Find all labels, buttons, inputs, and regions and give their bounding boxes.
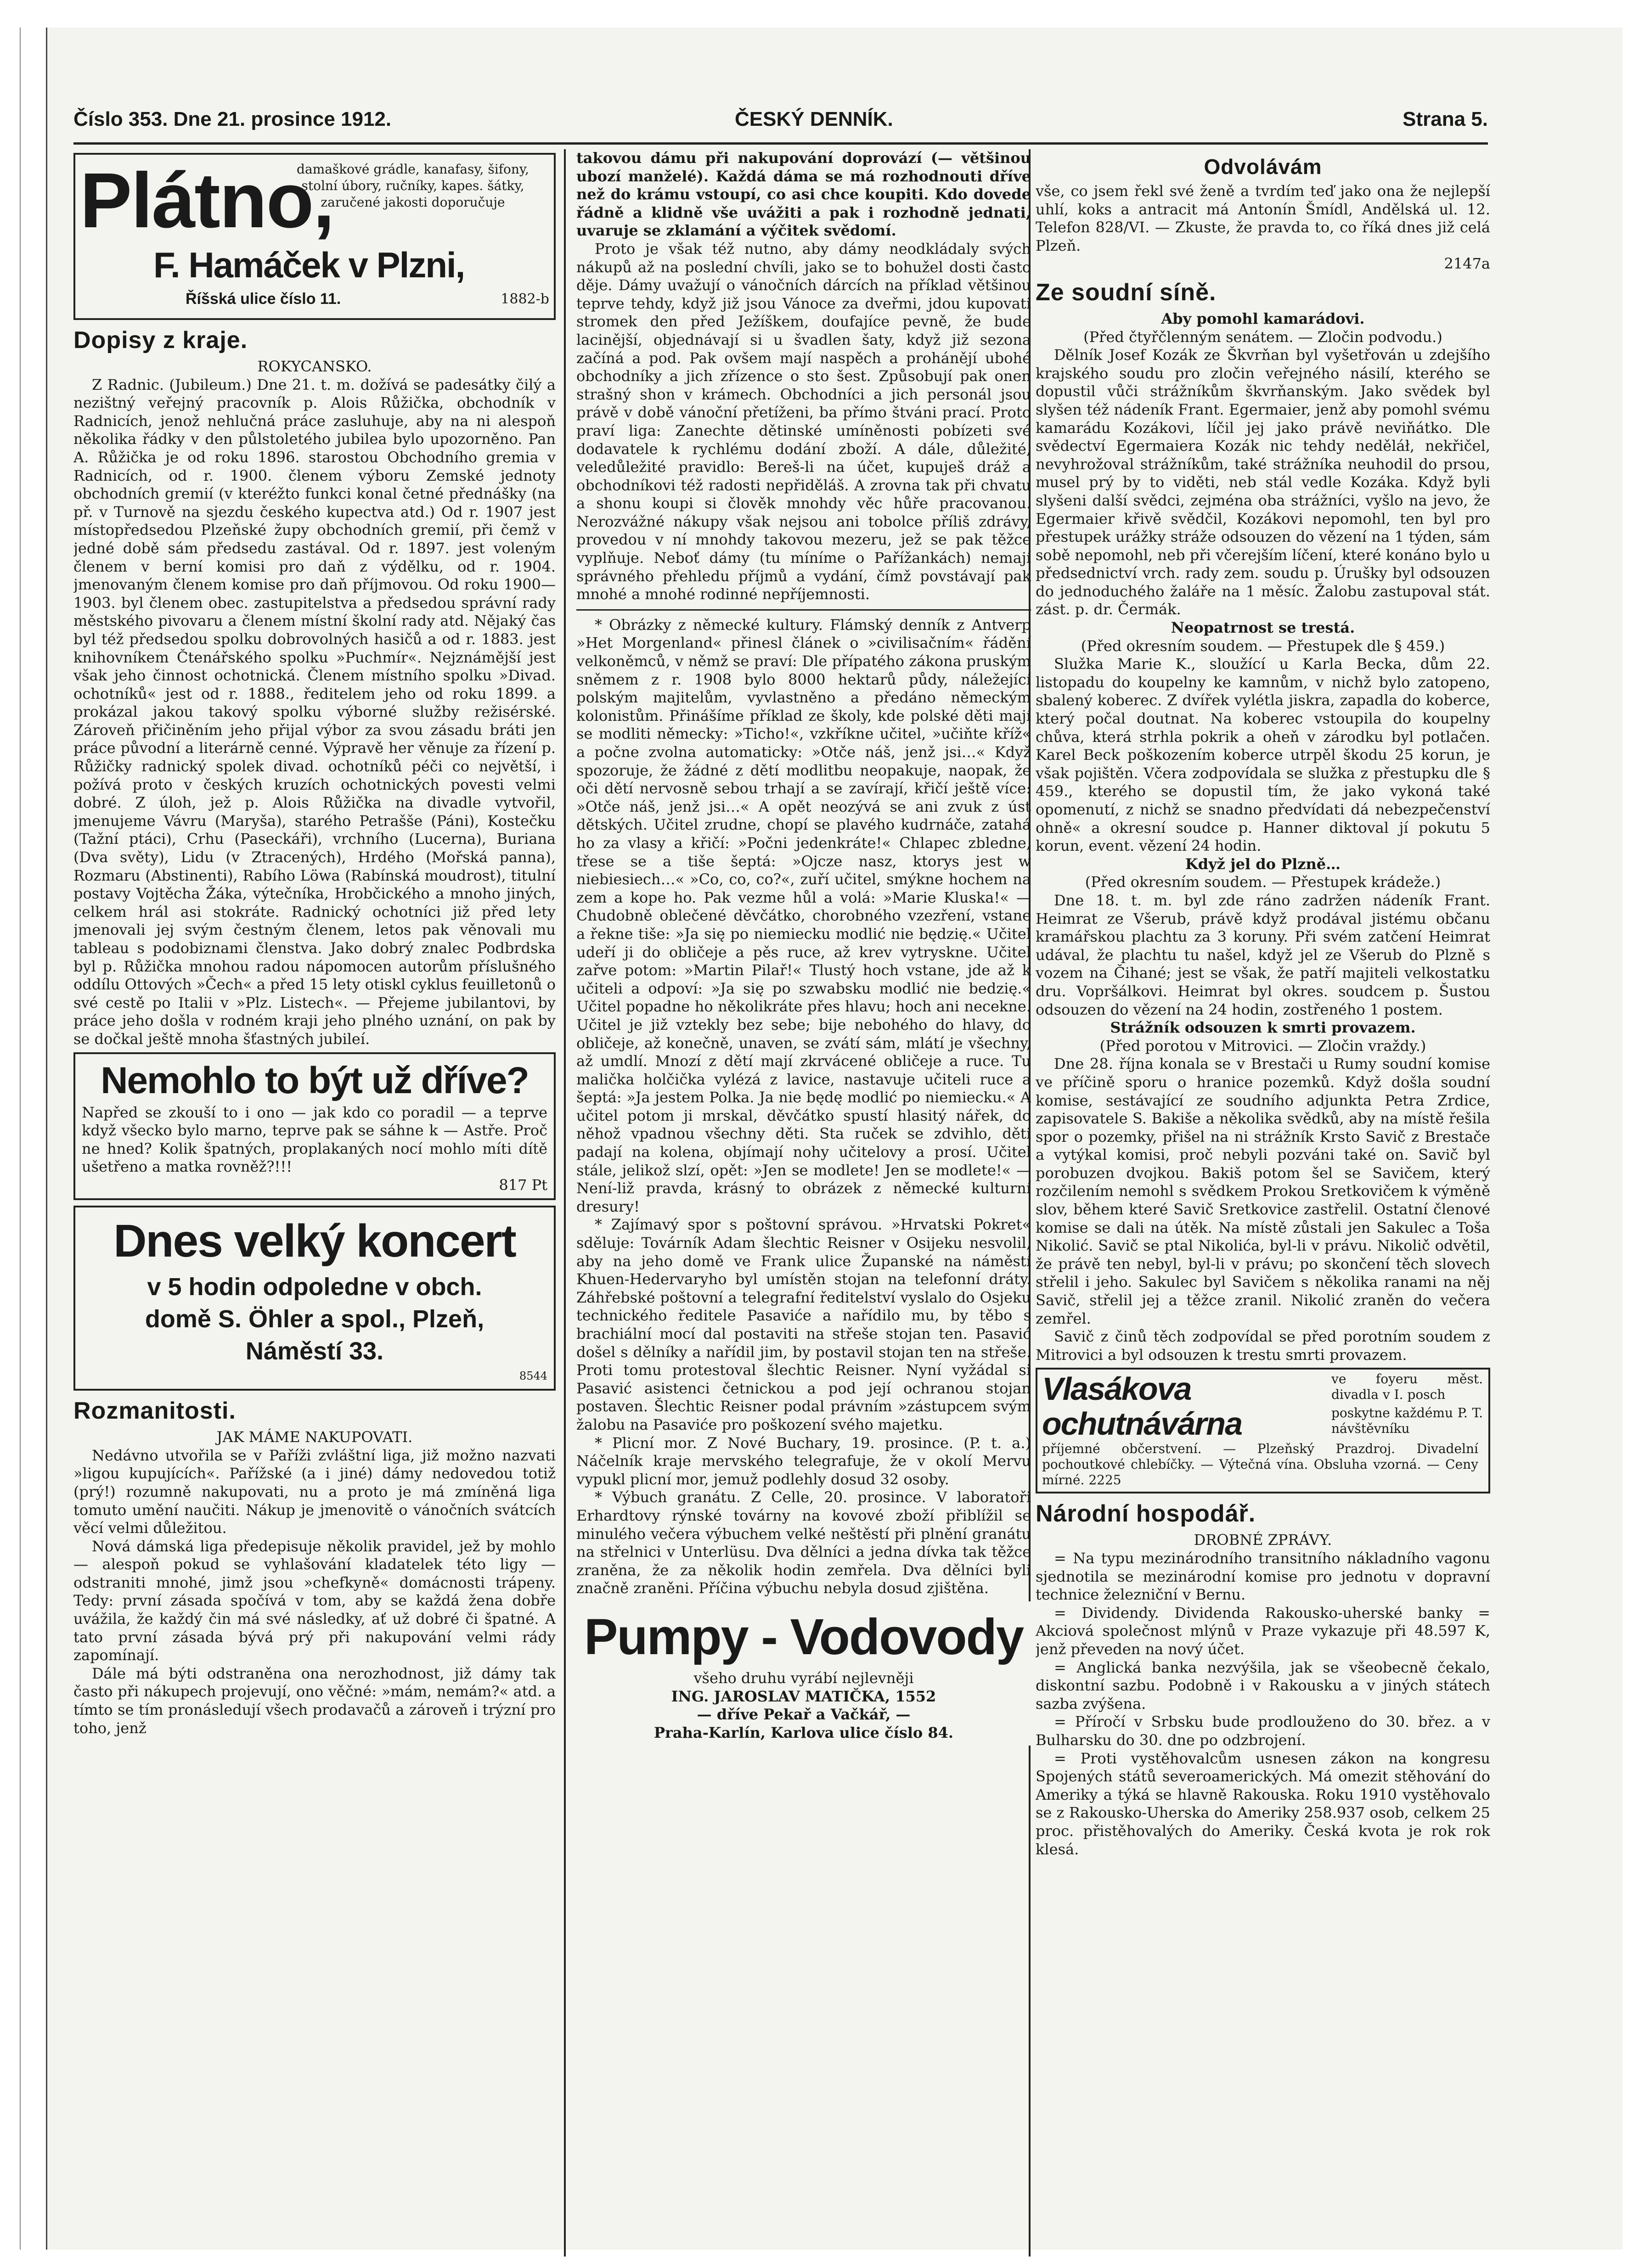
ad-koncert-line1: v 5 hodin odpoledne v obch. — [147, 1273, 482, 1301]
column-1 — [73, 149, 556, 2257]
ad-nemohlo — [73, 1052, 556, 1200]
section-soudni-sin: Ze soudní síně. — [1036, 279, 1217, 306]
article-vybuch: * Výbuch granátu. Z Celle, 20. prosince. V laboratoři Erhardtovy rýnské továrny na kovové zboží přiblížil se minulého večera výbuchem velké neštěstí při plnění granátu na střelnici v Unterlüsu. Dva dělníci a jedna dívka tak těžce zraněna, že za několik hodin zemřela. Dva dělníci byli značně zraněni. Příčina výbuchu nebyla dosud zjištěna. — [576, 1488, 1031, 1597]
masthead: ČESKÝ DENNÍK. — [735, 108, 893, 130]
subhead-rokycansko: ROKYCANSKO. — [257, 358, 372, 375]
ad-koncert-title: Dnes velký koncert — [113, 1215, 516, 1267]
article-nakupovati-5: Proto je však též nutno, aby dámy neodkládaly svých nákupů až na poslední chvíli, jako se to bohužel dosti často děje. Dámy uvažují o vánočních dárcích na příklad většinou teprve tehdy, když již jsou Vánoce za dveřmi, jdou kupovati stromek den před Ježíškem, doufajíce pevně, že bude lacinější, objednávají si u švadlen šaty, když již sezona začíná a pod. Pak ovšem mají naspěch a prohánějí ubohé obchodníky a jich zřízence o sto šest. Způsobují pak onen strašný shon v krámech. Obchodníci a jich personál jsou právě v době vánoční přetíženi, ba přímo štváni prací. Proto praví liga: Zanechte dětinské umíněnosti pobízeti své dodavatele k rychlému dodání zboží. A dále, důležité, veledůležité pravidlo: Bereš-li na účet, kupuješ dráž a obchodníkovi též radosti nepřiděláš. A zrovna tak při chvatu a shonu koupi si člověk mnohdy věc hůře pracovanou. Nerozvážné nákupy však nejsou ani tobolce příliš zdrávy, provedou v ní mnohdy takovou mezeru, jež se pak těžce vyplňuje. Neboť dámy (tu míníme o Pařížankách) nemají správného přehledu příjmů a vydání, čímž povstávají pak mnohé a mnohé rodinné nepříjemnosti. — [576, 240, 1031, 603]
ad-pumpy-num: 1552 — [895, 1687, 936, 1705]
ad-nemohlo-num: 817 Pt — [499, 1176, 547, 1194]
ad-platno-name: F. Hamáček v Plzni, — [153, 245, 465, 285]
odvolavam-text: vše, co jsem řekl své ženě a tvrdím teď jako ona že nejlepší uhlí, koks a antracit má Antonín Šmídl, Andělská ul. 12. Telefon 828/VI. — Zkuste, že pravda to, co říká dnes již celá Plzeň. — [1036, 182, 1490, 254]
ad-vlasakova-side1: ve foyeru měst. divadla v I. posch — [1331, 1371, 1483, 1403]
s2-title: Neopatrnost se trestá. — [1171, 619, 1355, 637]
ad-pumpy-title: Pumpy - Vodovody — [584, 1608, 1023, 1665]
ad-platno — [73, 153, 556, 320]
issue-date: Číslo 353. Dne 21. prosince 1912. — [73, 108, 392, 130]
odvolavam-num: 2147a — [1444, 255, 1490, 273]
section-rozmanitosti: Rozmanitosti. — [73, 1398, 236, 1425]
page-header — [69, 90, 1488, 140]
ad-pumpy-line4: Praha-Karlín, Karlova ulice číslo 84. — [653, 1723, 954, 1741]
ad-vlasakova — [1036, 1368, 1490, 1493]
ad-koncert-line2: domě S. Öhler a spol., Plzeň, — [145, 1305, 484, 1333]
ad-vlasakova-side2: poskytne každému P. T. návštěvníku — [1331, 1405, 1483, 1437]
ad-platno-big: Plátno, — [80, 157, 334, 244]
s3-text: Dne 18. t. m. byl zde ráno zadržen nádeník Frant. Heimrat ze Všerub, právě když prodával jistému občanu kramářskou plachtu za 3 koruny. Při svém zatčení Heimrat udával, že plachtu tu našel, když jel ze Všerub do Plzně s vozem na Čihané; jest se však, že patří majiteli velkostatku dru. Vopršálkovi. Heimrat byl okres. soudcem p. Šustou odsouzen do vězení na 24 hodin, zostřeného 1 postem. — [1036, 891, 1490, 1018]
ad-pumpy-line2: ING. JAROSLAV MATIČKA, 1552 — [671, 1687, 936, 1705]
ad-platno-text: damaškové grádle, kanafasy, šifony, stolní úbory, ručníky, kapes. šátky, zaručené jakosti doporučuje — [297, 162, 529, 210]
s3-sub: (Před okresním soudem. — Přestupek krádeže.) — [1085, 873, 1441, 891]
article-radnice: Z Radnic. (Jubileum.) Dne 21. t. m. dožívá se padesátky čilý a nezištný veřejný pracovník p. Alois Růžička, obchodník v Radnicích, jenož nehlučná práce zasluhuje, aby na ni alespoň několika řádky v den půlstoletého jubilea bylo upozorněno. Pan A. Růžička je od roku 1896. starostou Obchodního gremia v Radnicích, od r. 1900. členem výboru Zemské jednoty obchodních gremií (v kteréžto funkci konal četné přednášky (na př. v Turnově na sjezdu českého kupectva atd.) Od r. 1907 jest místopředsedou Plzeňské župy obchodních gremií, při čemž v jedné době sám předsedu zastával. Od r. 1897. jest voleným členem v berní komisi pro daň z výdělku, od r. 1904. jmenovaným členem komise pro daň příjmovou. Od roku 1900—1903. byl členem obec. zastupitelstva a předsedou správní rady městského pivovaru a členem místní školní rady atd. Nějaký čas byl též předsedou spolku dobrovolných hasičů a od r. 1883. jest knihovníkem Čtenářského spolku »Puchmír«. Nejznámější jest však jeho činnost ochotnická. Členem místního spolku »Divad. ochotníků« jest od r. 1888., ředitelem jeho od roku 1899. a prokázal jakou takový spolku výborné služby režisérské. Zároveň přičiněním jeho přijal výbor za svou zásadu bráti jen práce původní a literárně cenné. Výpravě her věnuje za řízení p. Růžičky radnický spolek divad. ochotníků péči co největší, i požívá proto v českých kruzích ochotnických povesti velmi dobré. Z úloh, jež p. Alois Růžička na divadle vytvořil, jmenujeme Vávru (Maryša), starého Petrašše (Páni), Kostečku (Tažní ptáci), Crhu (Paseckáři), vrchního (Lucerna), Buriana (Dva světy), Lidu (v Ztracených), Hrdého (Mořská panna), Rozmaru (Abstinenti), Rabího Löwa (Rabínská moudrost), titulní postavy Vojtěcha Žáka, výtečníka, Hrobčického a mnoho jiných, celkem hrál asi stokráte. Radnický ochotníci již před lety jmenovali jej svým čestným členem, letos pak věnovali mu tableau s podobiznami členstva. Jako dobrý znalec Podbrdska byl p. Růžička mnohou radou nápomocen autorům příslušného oddílu Ottových »Čech« a před 15 lety otiskl cyklus feuilletonů o své cestě po Italii v »Plz. Listech«. — Přejeme jubilantovi, by práce jeho došla v rodném kraji jeho plného uznání, on pak by se dočkal ještě mnoha šťastných jubileí. — [73, 376, 556, 1048]
ad-pumpy-line1: všeho druhu vyrábí nejlevněji — [693, 1669, 914, 1687]
page-number: Strana 5. — [1403, 108, 1488, 130]
news-2: = Dividendy. Dividenda Rakousko-uherské banky = Akciová společnost mlýnů v Praze vykazuje při 48.597 K, jenž převeden na nový účet. — [1036, 1604, 1490, 1658]
news-1: = Na typu mezinárodního transitního nákladního vagonu sjednotila se mezinárodní komise pro jednotu v dopravní technice železniční v Bernu. — [1036, 1549, 1490, 1604]
column-3 — [1036, 149, 1490, 2257]
ad-vlasakova-num: 2225 — [1088, 1472, 1121, 1488]
ad-platno-num: 1882-b — [501, 291, 549, 307]
ad-vlasakova-title1: Vlasákova — [1042, 1371, 1191, 1407]
s1-sub: (Před čtyřčlenným senátem. — Zločin podvodu.) — [1083, 328, 1442, 346]
s4-tail: Savič z činů těch zodpovídal se před porotním soudem z Mitrovici a byl odsouzen k trestu smrti provazem. — [1036, 1328, 1490, 1364]
s3-title: Když jel do Plzně… — [1185, 855, 1341, 873]
s4-text: Dne 28. října konala se v Brestači u Rumy soudní komise ve příčině sporu o hranice pozemků. Když došla soudní komise, sestávající ze soudního adjunkta Petra Zrdice, zapisovatele S. Bakiše a několika svědků, aby na místě řešila spor o pozemky, přišel na ni strážník Krsto Savič z Brestače a vytýkal komisi, proč nebyli pozváni také on. Savič byl porobuzen dvojkou. Bakiš potom šel se Savičem, který rozčilením nemohl s svědkem Prokou Sretkovičem k výměně slov, během které Savič Sretkovice zastřelil. Ostatní členové komise se dali na útěk. Na místě zůstali jen Sakulec a Toša Nikolić. Savič se ptal Nikolića, byl-li v právu. Nikolič odvětil, že právě ten nebyl, byl-li v právu; po skončení těch slovech střelil i jeho. Sakulec byl Savičem s několika ranami na něj Savič, střelil jej a těžce zranil. Nikolić zraněn do večera zemřel. — [1036, 1055, 1490, 1327]
odvolavam-title: Odvolávám — [1204, 155, 1322, 179]
news-4: = Příročí v Srbsku bude prodlouženo do 30. břez. a v Bulharsku do 30. dne po odzbrojení. — [1036, 1713, 1490, 1749]
s1-title: Aby pomohl kamarádovi. — [1161, 309, 1365, 327]
ad-nemohlo-text: Napřed se zkouší to i ono — jak kdo co poradil — a teprve když všecko bylo marno, teprve pak se sáhne k — Astře. Proč ne hned? Kolik špatných, proplakaných nocí mohlo míti dítě ušetřeno a matka rovněž?!!! — [82, 1103, 547, 1176]
section-dopisy: Dopisy z kraje. — [73, 327, 248, 354]
notice-odvolavam — [1036, 154, 1490, 273]
column-rule-1 — [564, 149, 566, 2257]
ad-pumpy — [576, 1601, 1031, 1746]
ad-vlasakova-text: příjemné občerstvení. — Plzeňský Prazdroj. Divadelní pochoutkové chlebíčky. — Výtečná vína. Obsluha vzorná. — Ceny mírné. 2225 — [1042, 1441, 1478, 1488]
article-nakupovati-4: takovou dámu při nakupování doprovází (— většinou ubozí manželé). Každá dáma se má rozhodnouti dříve než do krámu vstoupí, co asi chce koupiti. Kdo dovede řádně a klidně vše uvážiti a pak i rozhodně jednati, uvaruje se zklamání a výčitek svědomí. — [576, 149, 1031, 240]
news-3: = Anglická banka nezvýšila, jak se všeobecně čekalo, diskontní sazbu. Podobně i v Rakousku a v jiných státech sazba zvýšena. — [1036, 1658, 1490, 1712]
s2-text: Služka Marie K., sloužící u Karla Becka, dům 22. listopadu do koupelny ke kamnům, v nichž bylo zatopeno, sbalený koberec. Z dvířek vylétla jiskra, zapadla do koberce, který počal doutnat. Na koberec vstoupila do koupelny chůva, která strhla pokrik a oheň v zárodku byl potlačen. Karel Beck poškozením koberce utrpěl škodu 25 korun, je však pojištěn. Včera zodpovídala se služka z přestupku dle § 459., kterého se dopustil tím, že jako vykoná také opomenutí, z nichž se snadno předvídati dá nebezpečenství ohně« a okresní soudce p. Hanner diktoval jí pokutu 5 korun, event. vězení 24 hodin. — [1036, 655, 1490, 855]
ad-vlasakova-title2: ochutnávárna — [1042, 1406, 1242, 1442]
ad-koncert-num: 8544 — [519, 1369, 547, 1382]
subhead-drobne-zpravy: DROBNÉ ZPRÁVY. — [1194, 1531, 1332, 1549]
ad-koncert-line3: Náměstí 33. — [245, 1337, 384, 1365]
article-obrazky: * Obrázky z německé kultury. Flámský denník z Antverp »Het Morgenland« přinesl článek o »civilisačním« řádění velkoněmců, v němž se praví: Dle přípatého zákona pruským sněmem z r. 1908 bylo 8000 hektarů půdy, náležející polským majitelům, vyvlastněno a předáno německým kolonistům. Přinášíme příklad ze školy, kde polské děti mají se modliti německy: »Ticho!«, vzkříkne učitel, »učiňte kříž« a počne zvolna automaticky: »Otče náš, jenž jsi…« Když spozoruje, že žádné z dětí modlitbu neopakuje, naopak, že oči dětí nervosně sebou trhají a se zavírají, křičí ještě více: »Otče náš, jenž jsi…« A opět neozývá se ani zvuk z úst dětských. Učitel zrudne, chopí se plavého kudrnáče, zatahá ho za vlasy a křičí: »Počni jedenkráte!« Chlapec zbledne, třese se a tiše šeptá: »Ojcze nasz, ktorys jest w niebiesiech…« »Co, co, co?«, zuří učitel, smýkne hochem na zem a kope ho. Pak vezme hůl a volá: »Marie Kluska!« — Chudobně oblečené děvčátko, chorobného vzezření, vstane a řekne tiše: »Ja się po niemiecku modlić nie będzię.« Učitel udeří ji do obličeje a pěs ruce, až krev vytryskne. Učitel zařve potom: »Martin Pilař!« Tlustý hoch vstane, jde až k učiteli a odpoví: »Ja się po szwabsku modlić nie bedzię.« Učitel popadne ho několikráte přes hlavu; hoch ani neceknе. Učitel je již vztekly bez sebe; bije nebohého do hlavy, do obličeje, až konečně, unaven, se zvátí sám, mlátí je všechny, až umdlí. Mnozí z dětí mají zkrvácené obličeje a ruce. Tu malička holčička vylézá z lavice, nastavuje učiteli ruce a šeptá: »Ja jestem Polka. Ja nie będę modlić po niemiecku.« A učitel potom ji mrskal, děvčátko spustí hlasitý nářek, do něhož vpadnou všechny děti. Sta ruček se zdvihlo, děti padají na kolena, objímají nohy učitelovy a prosí. Učitel stále, jelikož slzí, opět: »Jen se modlete! Jen se modlete!« — Není-liž pravda, krásný to obrázek z německé kulturní dresury! — [576, 616, 1031, 1215]
s2-sub: (Před okresním soudem. — Přestupek dle § 459.) — [1081, 637, 1445, 655]
subhead-nakupovati: JAK MÁME NAKUPOVATI. — [216, 1428, 413, 1446]
article-nakupovati-2: Nová dámská liga předepisuje několik pravidel, jež by mohlo — alespoň pokud se vyhlašování kladatelek této ligy — odstraniti mnohé, jimž jsou »chefkyně« domácnosti trápeny. Tedy: první zásada spočívá v tom, aby se každá žena dobře uvážila, že každý čin má své následky, ať už dobré či špatné. A tato první zásada bývá prý při nakupování velmi rády zapomínají. — [73, 1537, 556, 1664]
s1-text: Dělník Josef Kozák ze Škvrňan byl vyšetřován u zdejšího krajského soudu pro zločin veřejného násilí, kterého se dopustil vůči strážníkům škvrňanským. Jako svědek byl slyšen též nádeník Frant. Egermaier, jenž aby pomohl svému kamarádu Kozákovi, líčil jej jako právě neviňátko. Dle svědectví Egermaiera Kozák nic tehdy neděláł, nekřičel, nevyhrožoval strážníkům, také strážníka neuhodil do prsou, musel prý by to viděti, neb stál vedle Kozáka. Když byli slyšeni další svědci, zejména oba strážníci, vyšlo na jevo, že Egermaier křivě svědčil, Kozákovi nepomohl, ten byl pro přestupek urážky stráže odsouzen do vězení na 1 týden, sám sobě nepomohl, neb při včerejším líčení, které konáno bylo u předsednictví vrch. rady zem. soudu p. Úrušky byl odsouzen do jednoduchého žaláře na 1 měsíc. Žalobu zastupoval stát. zást. p. dr. Čermák. — [1036, 346, 1490, 618]
header-rule — [73, 142, 1488, 145]
article-nakupovati-1: Nedávno utvořila se v Paříži zvláštní liga, již možno nazvati »ligou kupujících«. Pařížské (a i jiné) dámy nedovedou totiž (prý!) rozumně nakupovati, nu a proto je má zmíněná liga tomuto umění naučiti. Nákup je jmenovitě o vánočních svátcích věcí velmi důležitou. — [73, 1446, 556, 1537]
ad-platno-addr: Říšská ulice číslo 11. — [186, 290, 341, 308]
column-2 — [576, 149, 1031, 2257]
news-5: = Proti vystěhovalcům usnesen zákon na kongresu Spojených států severoamerických. Má omezit stěhování do Ameriky a týká se hlavně Rakouska. Roku 1910 vystěhovalo se z Rakousko-Uherska do Ameriky 258.937 osob, celkem 25 proc. přistěhovalých do Ameriky. Česká kvota je rok rok klesá. — [1036, 1749, 1490, 1858]
article-spor: * Zajímavý spor s poštovní správou. »Hrvatski Pokret« sděluje: Továrník Adam šlechtic Reisner v Osijeku nesvolil, aby na jeho domě ve Frank ulice Županské na náměstí Khuen-Hedervaryho byl umístěn stojan na telefonní dráty. Záhřebské poštovní a telegrafní ředitelství vyslalo do Osjeku technického ředitele Pasaviće a nařídilo mu, by těbo s brachiální mocí dal postaviti na střeše stojan ten. Pasavić došel s dělníky a nařídil jim, by postavil stojan ten na střeše. Proti tomu protestoval šlechtic Reisner. Nyní vyžádal si Pasavić asistenci četnickou a pod její ochranou stojan postaven. Šlechtic Reisner podal právním »zástupcem svým žalobu na Pasaviće pro poškození svého majetku. — [576, 1216, 1031, 1433]
section-narodni-hospodar: Národní hospodář. — [1036, 1500, 1256, 1527]
ad-pumpy-line3: — dříve Pekař a Vačkář, — — [697, 1706, 911, 1723]
s4-title: Strážník odsouzen k smrti provazem. — [1110, 1019, 1416, 1037]
ad-koncert — [73, 1206, 556, 1391]
article-plicni-mor: * Plicní mor. Z Nové Buchary, 19. prosince. (P. t. a.) Náčelník kraje mervského telegrafuje, že v okolí Mervu vypukl plicní mor, jemuž podlehly dosud 32 osoby. — [576, 1434, 1031, 1488]
s4-sub: (Před porotou v Mitrovici. — Zločin vraždy.) — [1099, 1037, 1426, 1055]
divider — [576, 609, 1031, 611]
ad-nemohlo-title: Nemohlo to být už dříve? — [101, 1059, 529, 1101]
article-nakupovati-3: Dále má býti odstraněna ona nerozhodnost, již dámy tak často při nákupech projevují, ono věčné: »mám, nemám?« atd. a tímto se tím pronásledují všech prodavačů a zároveň i trýzní pro toho, jenž — [73, 1664, 556, 1737]
